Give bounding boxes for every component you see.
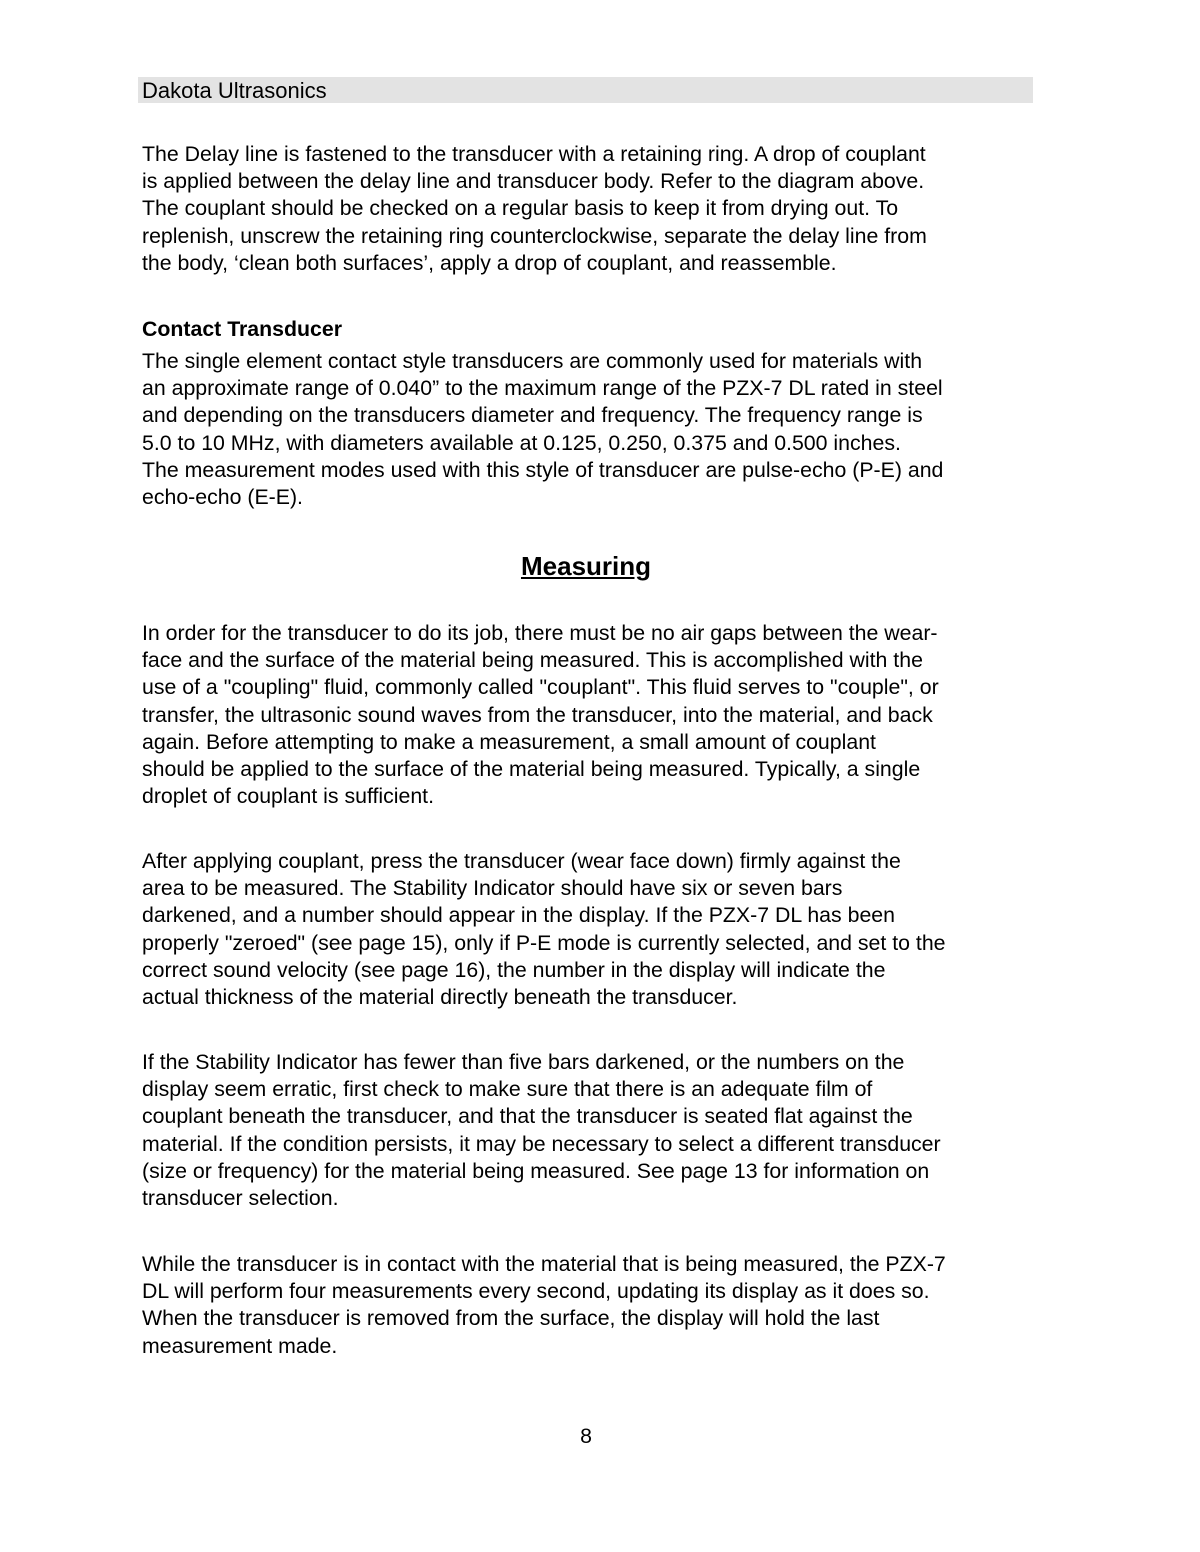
paragraph-line: the body, ‘clean both surfaces’, apply a drop of couplant, and reassemble. (142, 250, 837, 275)
paragraph-line: (size or frequency) for the material being measured. See page 13 for information on (142, 1158, 930, 1183)
paragraph-line: couplant beneath the transducer, and that the transducer is seated flat against the (142, 1104, 913, 1129)
measuring-paragraph-3 (142, 1049, 1042, 1212)
paragraph-line: again. Before attempting to make a measurement, a small amount of couplant (142, 729, 876, 754)
paragraph-line: The Delay line is fastened to the transducer with a retaining ring. A drop of couplant (142, 142, 926, 166)
paragraph-line: replenish, unscrew the retaining ring counterclockwise, separate the delay line from (142, 223, 927, 248)
paragraph-line: transducer selection. (142, 1186, 339, 1211)
paragraph-line: When the transducer is removed from the surface, the display will hold the last (142, 1306, 880, 1331)
paragraph-line: correct sound velocity (see page 16), the number in the display will indicate the (142, 957, 886, 982)
paragraph-line: 5.0 to 10 MHz, with diameters available at 0.125, 0.250, 0.375 and 0.500 inches. (142, 430, 901, 455)
delay-line-paragraph (142, 141, 1042, 277)
paragraph-line: is applied between the delay line and transducer body. Refer to the diagram above. (142, 169, 925, 194)
paragraph-line: The measurement modes used with this style of transducer are pulse-echo (P-E) and (142, 457, 944, 482)
paragraph-line: The single element contact style transducers are commonly used for materials with (142, 349, 923, 373)
header-title: Dakota Ultrasonics (142, 78, 327, 103)
paragraph-line: In order for the transducer to do its job, there must be no air gaps between the wear- (142, 621, 938, 645)
paragraph-line: use of a "coupling" fluid, commonly called "couplant". This fluid serves to "couple", or (142, 675, 939, 700)
paragraph-line: material. If the condition persists, it may be necessary to select a different transducer (142, 1131, 941, 1156)
paragraph-line: measurement made. (142, 1333, 338, 1358)
paragraph-line: properly "zeroed" (see page 15), only if P-E mode is currently selected, and set to the (142, 930, 946, 955)
measuring-paragraph-4 (142, 1251, 1042, 1360)
measuring-title: Measuring (520, 551, 652, 581)
measuring-paragraph-1 (142, 620, 1042, 810)
running-header (138, 77, 1033, 103)
paragraph-line: DL will perform four measurements every second, updating its display as it does so. (142, 1279, 930, 1304)
measuring-paragraph-2 (142, 848, 1042, 1011)
paragraph-line: darkened, and a number should appear in the display. If the PZX-7 DL has been (142, 903, 895, 928)
paragraph-line: The couplant should be checked on a regular basis to keep it from drying out. To (142, 196, 899, 221)
paragraph-line: face and the surface of the material being measured. This is accomplished with the (142, 648, 923, 673)
contact-transducer-paragraph (142, 348, 1042, 511)
paragraph-line: droplet of couplant is sufficient. (142, 784, 435, 809)
paragraph-line: should be applied to the surface of the material being measured. Typically, a single (142, 757, 921, 782)
page-number: 8 (580, 1424, 592, 1448)
paragraph-line: actual thickness of the material directly beneath the transducer. (142, 985, 738, 1010)
paragraph-line: After applying couplant, press the transducer (wear face down) firmly against the (142, 849, 901, 873)
paragraph-line: display seem erratic, first check to make sure that there is an adequate film of (142, 1077, 873, 1102)
paragraph-line: If the Stability Indicator has fewer than five bars darkened, or the numbers on the (142, 1050, 905, 1074)
paragraph-line: transfer, the ultrasonic sound waves from the transducer, into the material, and back (142, 702, 933, 727)
paragraph-line: While the transducer is in contact with the material that is being measured, the PZX-7 (142, 1252, 946, 1276)
paragraph-line: area to be measured. The Stability Indicator should have six or seven bars (142, 876, 843, 901)
paragraph-line: echo-echo (E-E). (142, 485, 303, 510)
paragraph-line: an approximate range of 0.040” to the maximum range of the PZX-7 DL rated in steel (142, 376, 943, 401)
paragraph-line: and depending on the transducers diameter and frequency. The frequency range is (142, 403, 923, 428)
contact-transducer-heading: Contact Transducer (142, 317, 343, 341)
